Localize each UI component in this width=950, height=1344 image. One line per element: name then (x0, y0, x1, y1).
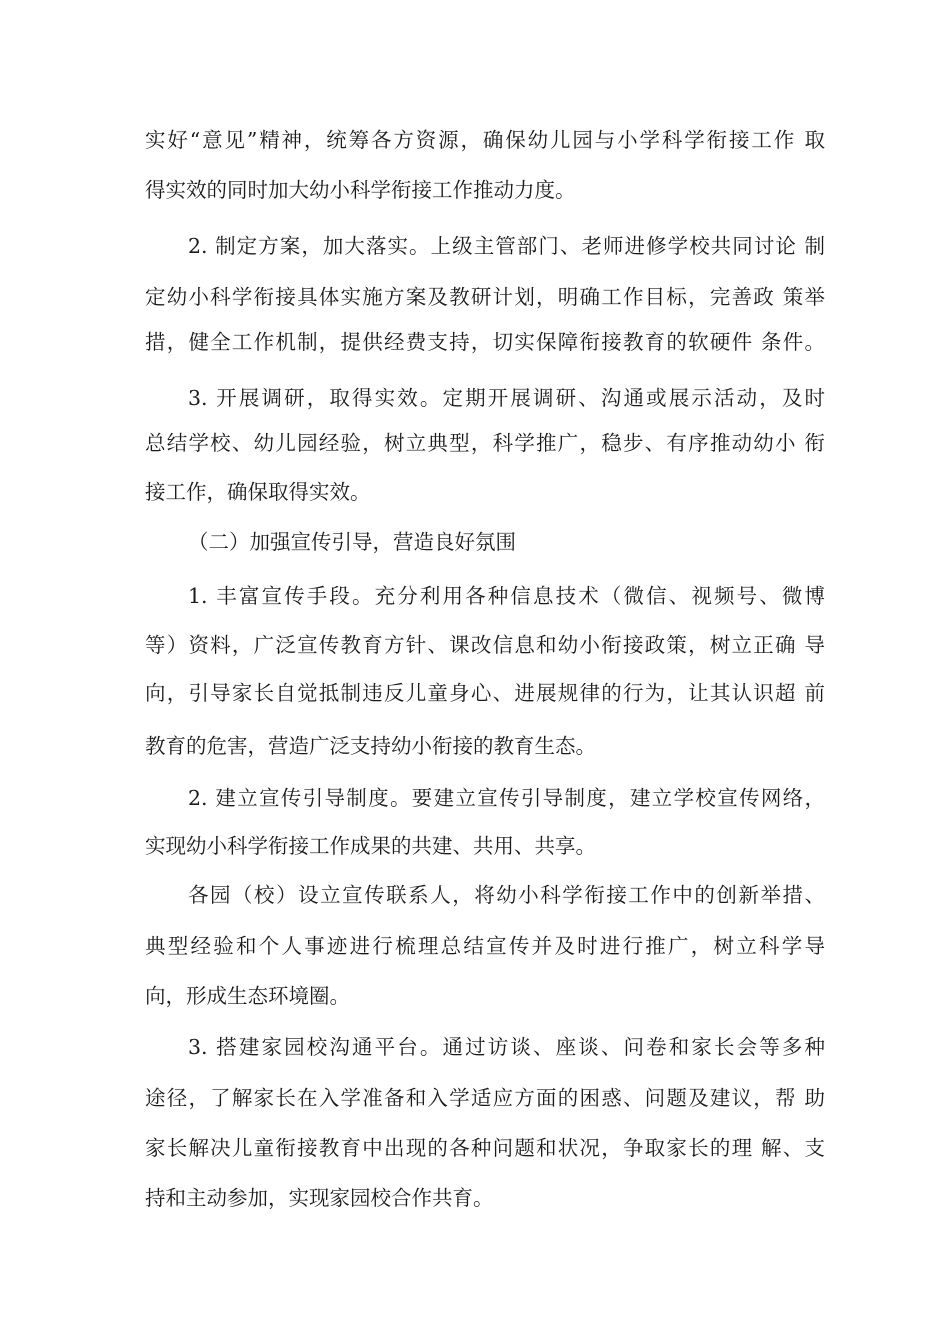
text-line: 2. 建立宣传引导制度。要建立宣传引导制度，建立学校宣传网络， (188, 786, 825, 810)
text-line: 1. 丰富宣传手段。充分利用各种信息技术（微信、视频号、微博 (188, 584, 825, 608)
text-line: 实好“意见”精神，统筹各方资源，确保幼儿园与小学科学衔接工作 取 (145, 128, 825, 152)
text-line: 总结学校、幼儿园经验，树立典型，科学推广，稳步、有序推动幼小 衔 (145, 431, 825, 455)
text-line: 实现幼小科学衔接工作成果的共建、共用、共享。 (145, 834, 596, 858)
text-line: 得实效的同时加大幼小科学衔接工作推动力度。 (145, 178, 576, 202)
text-line: 接工作，确保取得实效。 (145, 480, 371, 504)
section-heading: （二）加强宣传引导，营造良好氛围 (188, 530, 516, 554)
text-line: 途径，了解家长在入学准备和入学适应方面的困惑、问题及建议，帮 助 (145, 1086, 825, 1110)
text-line: 3. 搭建家园校沟通平台。通过访谈、座谈、问卷和家长会等多种 (188, 1035, 825, 1059)
text-line: 典型经验和个人事迹进行梳理总结宣传并及时进行推广，树立科学导 (145, 934, 825, 958)
text-line: 等）资料，广泛宣传教育方针、课改信息和幼小衔接政策，树立正确 导 (145, 633, 825, 657)
text-line: 各园（校）设立宣传联系人，将幼小科学衔接工作中的创新举措、 (188, 883, 825, 907)
text-line: 家长解决儿童衔接教育中出现的各种问题和状况，争取家长的理 解、支 (145, 1136, 825, 1160)
text-line: 向，引导家长自觉抵制违反儿童身心、进展规律的行为，让其认识超 前 (145, 681, 825, 705)
text-line: 教育的危害，营造广泛支持幼小衔接的教育生态。 (145, 734, 596, 758)
text-line: 3. 开展调研，取得实效。定期开展调研、沟通或展示活动，及时 (188, 386, 825, 410)
text-line: 2. 制定方案，加大落实。上级主管部门、老师进修学校共同讨论 制 (188, 234, 825, 258)
text-line: 向，形成生态环境圈。 (145, 984, 350, 1008)
text-line: 定幼小科学衔接具体实施方案及教研计划，明确工作目标，完善政 策举 (145, 285, 825, 309)
text-line: 措，健全工作机制，提供经费支持，切实保障衔接教育的软硬件 条件。 (145, 330, 825, 354)
text-line: 持和主动参加，实现家园校合作共育。 (145, 1186, 494, 1210)
